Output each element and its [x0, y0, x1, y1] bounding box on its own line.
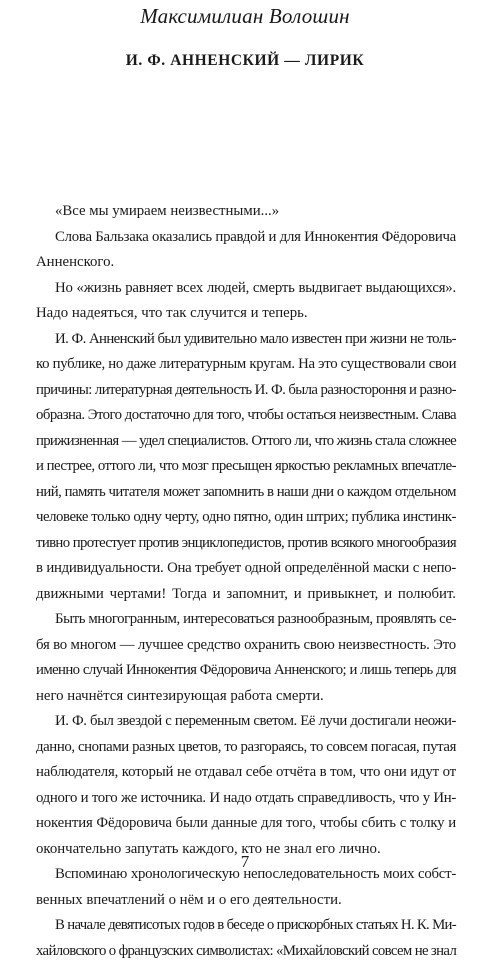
text-line: ко публике, но даже литературным кругам. На это существовали свои — [36, 352, 456, 378]
text-line: «Все мы умираем неизвестными...» — [36, 199, 456, 225]
text-line: движными чертами! Тогда и запомнит, и привыкнет, и полюбит. — [36, 582, 456, 608]
text-line: Быть многогранным, интересоваться разнообразным, проявлять се- — [36, 607, 456, 633]
text-line: человеке только одну черту, одно пятно, один штрих; публика инстинк- — [36, 505, 456, 531]
text-line: данно, снопами разных цветов, то разгораясь, то совсем погасая, путая — [36, 735, 456, 761]
text-line: В начале девятисотых годов в беседе о прискорбных статьях Н. К. Ми- — [36, 913, 456, 939]
text-line: окончательно запутать каждого, кто не знал его лично. — [36, 837, 456, 863]
text-line: тивно протестует против энциклопедистов, против всякого многообразия — [36, 531, 456, 557]
text-line: Надо надеяться, что так случится и теперь. — [36, 301, 456, 327]
text-line: и пестрее, оттого ли, что мозг пресыщен яркостью рекламных впечатле- — [36, 454, 456, 480]
text-line: именно случай Иннокентия Фёдоровича Анненского; и лишь теперь для — [36, 658, 456, 684]
text-line: Но «жизнь равняет всех людей, смерть выдвигает выдающихся». — [36, 276, 456, 302]
text-line: И. Ф. был звездой с переменным светом. Её лучи достигали неожи- — [36, 709, 456, 735]
text-line: Вспоминаю хронологическую непоследовательность моих собст- — [36, 862, 456, 888]
page-number: 7 — [0, 852, 490, 872]
text-line: ний, память читателя может запомнить в наши дни о каждом отдельном — [36, 480, 456, 506]
text-line: причины: литературная деятельность И. Ф. была разностороння и разно- — [36, 378, 456, 404]
text-line: прижизненная — удел специалистов. Оттого ли, что жизнь стала сложнее — [36, 429, 456, 455]
text-line: наблюдателя, который не отдавал себе отчёта в том, что они идут от — [36, 760, 456, 786]
text-line: Слова Бальзака оказались правдой и для Иннокентия Фёдоровича — [36, 225, 456, 251]
chapter-title: И. Ф. АННЕНСКИЙ — ЛИРИК — [0, 52, 490, 70]
text-line: хайловского о французских символистах: «Михайловский совсем не знал — [36, 939, 456, 964]
text-line: венных впечатлений о нём и о его деятельности. — [36, 888, 456, 914]
text-line: него начнётся синтезирующая работа смерти. — [36, 684, 456, 710]
text-line: одного и того же источника. И надо отдать справедливость, что у Ин- — [36, 786, 456, 812]
running-head-author: Максимилиан Волошин — [0, 4, 490, 29]
text-line: в индивидуальности. Она требует одной определённой маски с непо- — [36, 556, 456, 582]
body-text — [36, 199, 456, 964]
text-line: Анненского. — [36, 250, 456, 276]
text-line: И. Ф. Анненский был удивительно мало известен при жизни не толь- — [36, 327, 456, 353]
text-line: бя во многом — лучшее средство охранить свою неизвестность. Это — [36, 633, 456, 659]
text-line: нокентия Фёдоровича были данные для того, чтобы сбить с толку и — [36, 811, 456, 837]
text-line: образна. Этого достаточно для того, чтобы остаться неизвестным. Слава — [36, 403, 456, 429]
